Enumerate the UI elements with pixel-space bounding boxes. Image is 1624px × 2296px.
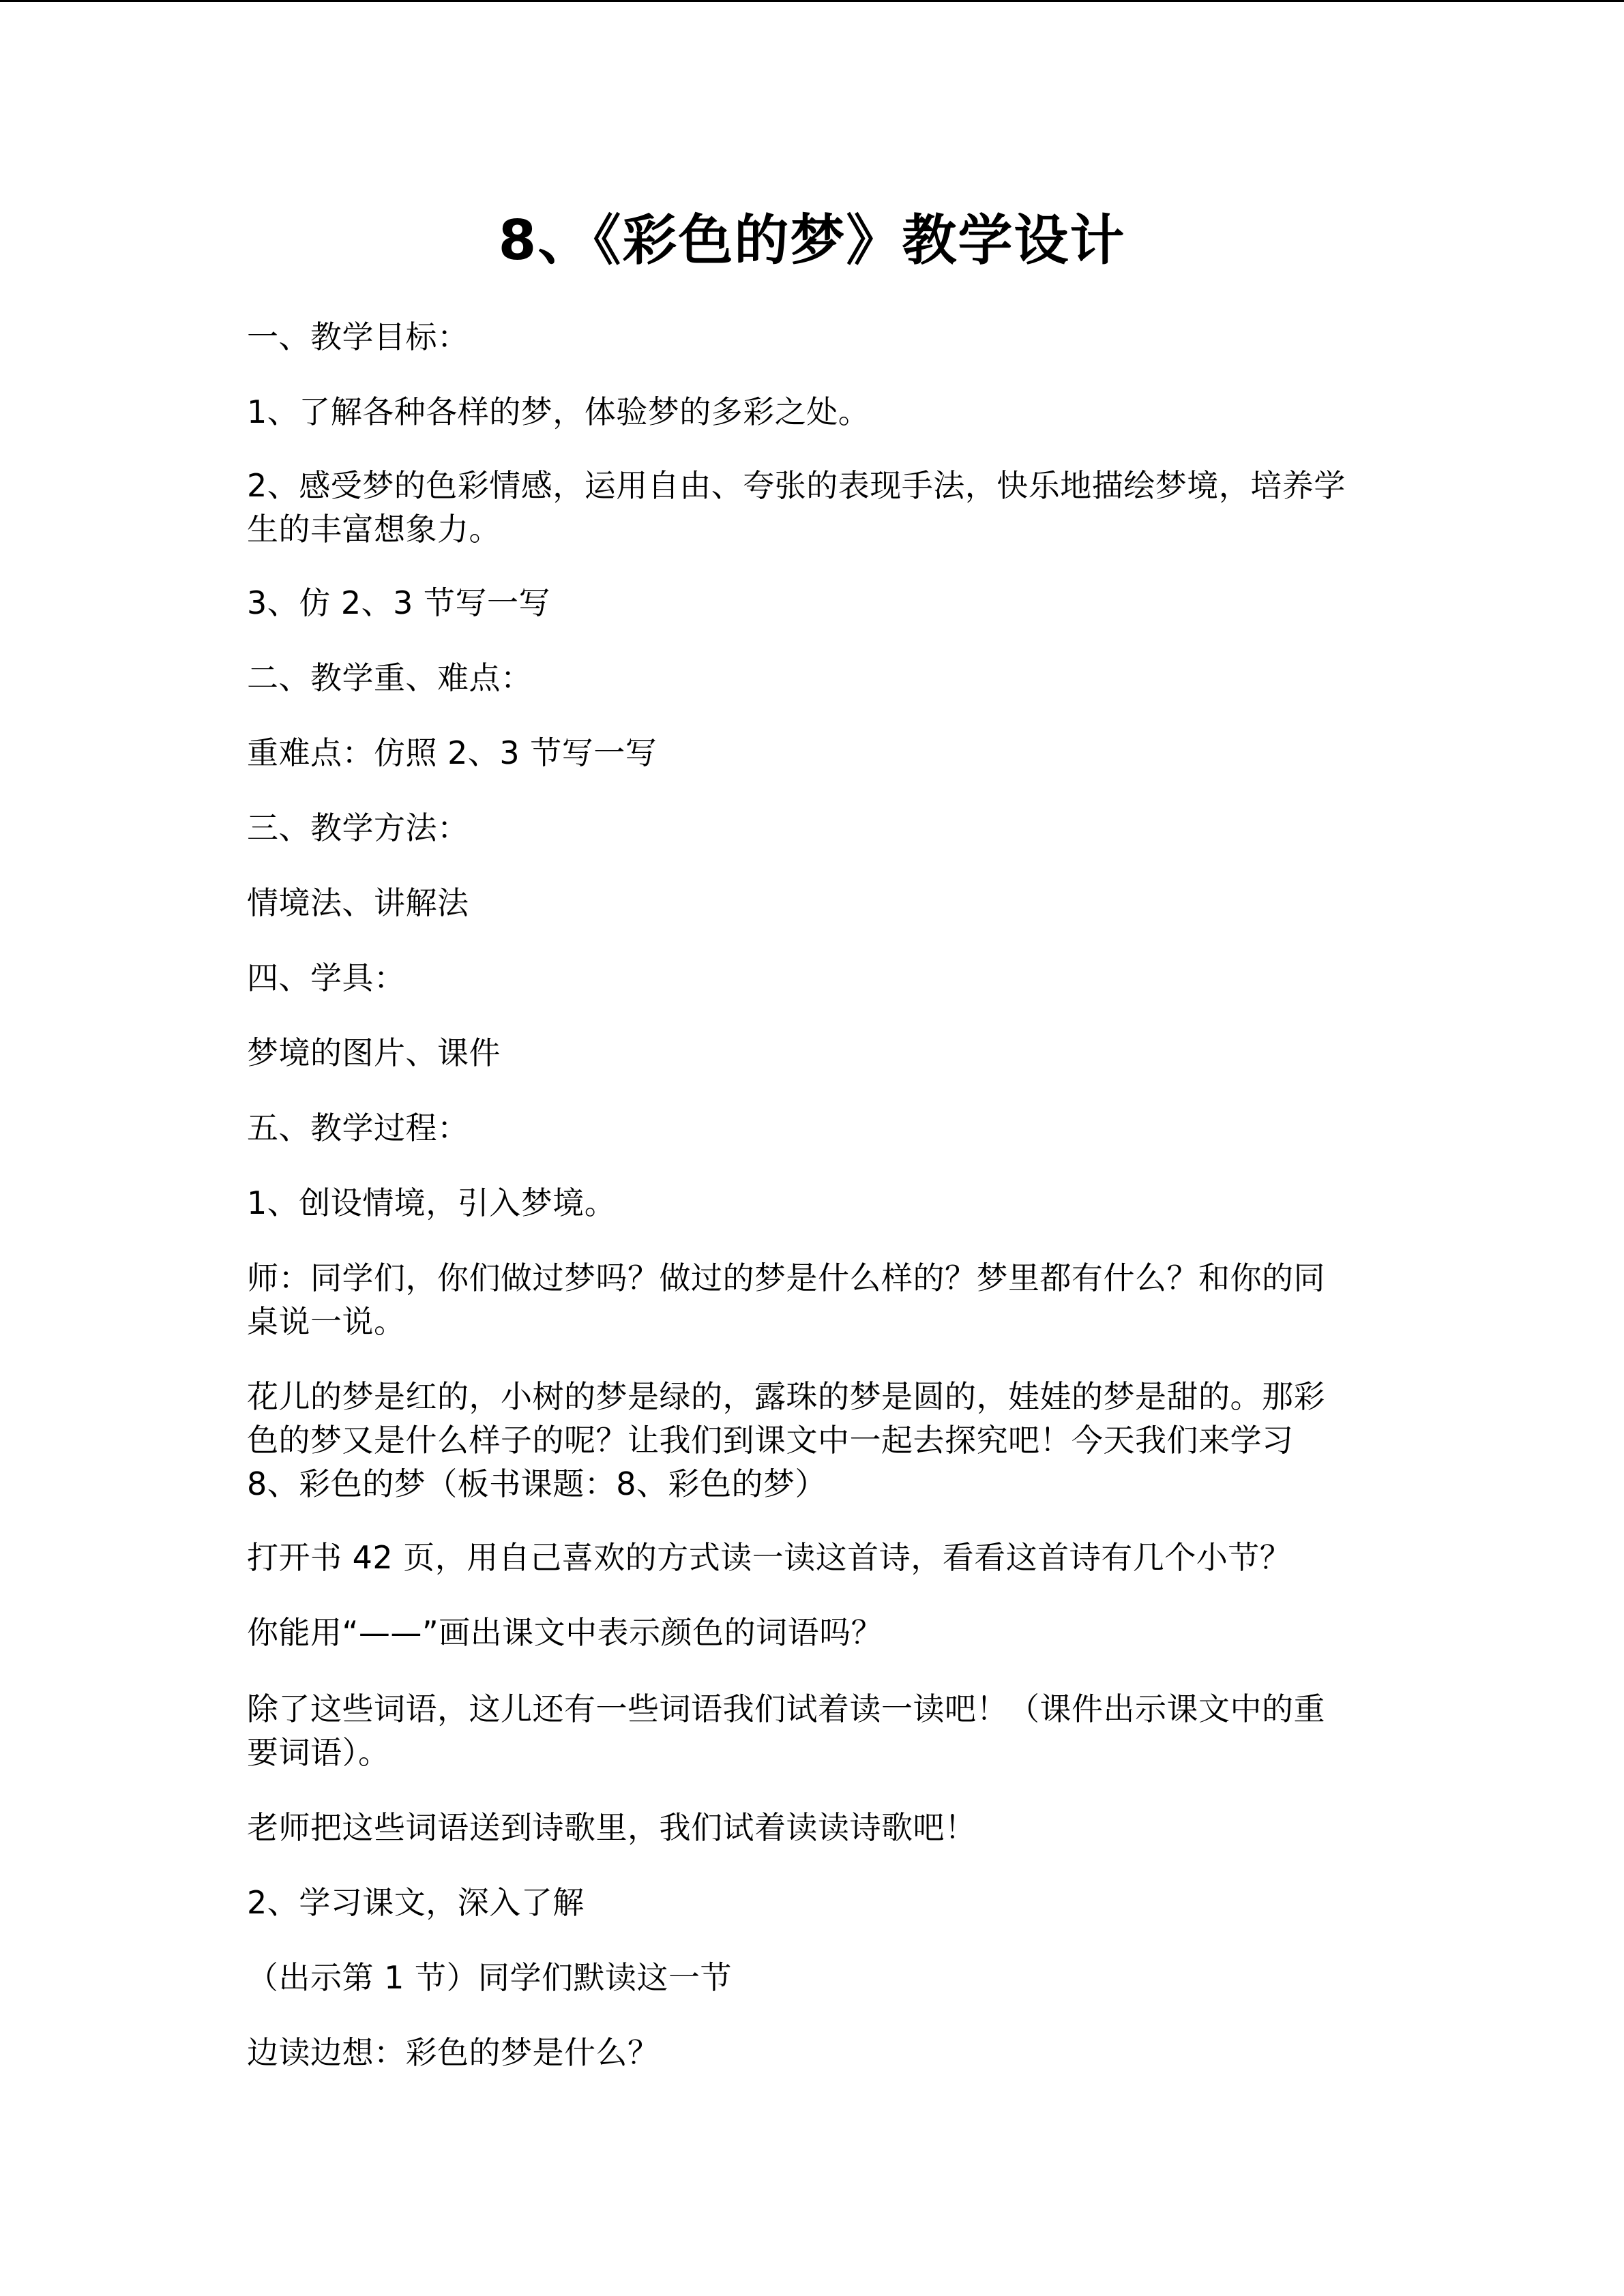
underline-instruction: 你能用“——”画出课文中表示颜色的词语吗？ (247, 1614, 883, 1651)
section-heading-key-points: 二、教学重、难点： (247, 659, 533, 696)
section-heading-process: 五、教学过程： (247, 1109, 469, 1146)
materials-text: 梦境的图片、课件 (247, 1034, 501, 1071)
section-heading-objectives: 一、教学目标： (247, 318, 469, 355)
section-heading-materials: 四、学具： (247, 959, 406, 996)
document-title: 8、《彩色的梦》教学设计 (498, 209, 1126, 272)
reading-question: 边读边想：彩色的梦是什么？ (247, 2034, 660, 2071)
methods-text: 情境法、讲解法 (247, 884, 469, 921)
vocabulary-paragraph: 除了这些词语，这儿还有一些词语我们试着读一读吧！（课件出示课文中的重 要词语）。 (247, 1690, 1325, 1771)
key-points-text: 重难点：仿照 2、3 节写一写 (247, 734, 658, 771)
poem-reading-text: 老师把这些词语送到诗歌里，我们试着读读诗歌吧！ (247, 1809, 977, 1846)
objective-1: 1、了解各种各样的梦，体验梦的多彩之处。 (247, 393, 870, 430)
process-step-2-heading: 2、学习课文，深入了解 (247, 1884, 585, 1921)
section-heading-methods: 三、教学方法： (247, 809, 469, 846)
intro-paragraph: 花儿的梦是红的，小树的梦是绿的，露珠的梦是圆的，娃娃的梦是甜的。那彩 色的梦又是什么样子的呢？让我们到课文中一起去探究吧！今天我们来学习 8、彩色的梦（板书课题：8、彩色的梦） (247, 1378, 1325, 1502)
objective-3: 3、仿 2、3 节写一写 (247, 584, 551, 621)
reading-instruction: 打开书 42 页，用自己喜欢的方式读一读这首诗，看看这首诗有几个小节？ (247, 1539, 1292, 1576)
teacher-question-paragraph: 师：同学们，你们做过梦吗？做过的梦是什么样的？梦里都有什么？和你的同 桌说一说。 (247, 1259, 1325, 1340)
section-1-instruction: （出示第 1 节）同学们默读这一节 (247, 1959, 733, 1996)
objective-2: 2、感受梦的色彩情感，运用自由、夸张的表现手法，快乐地描绘梦境，培养学 生的丰富想象力。 (247, 467, 1346, 548)
process-step-1-heading: 1、创设情境，引入梦境。 (247, 1184, 617, 1221)
